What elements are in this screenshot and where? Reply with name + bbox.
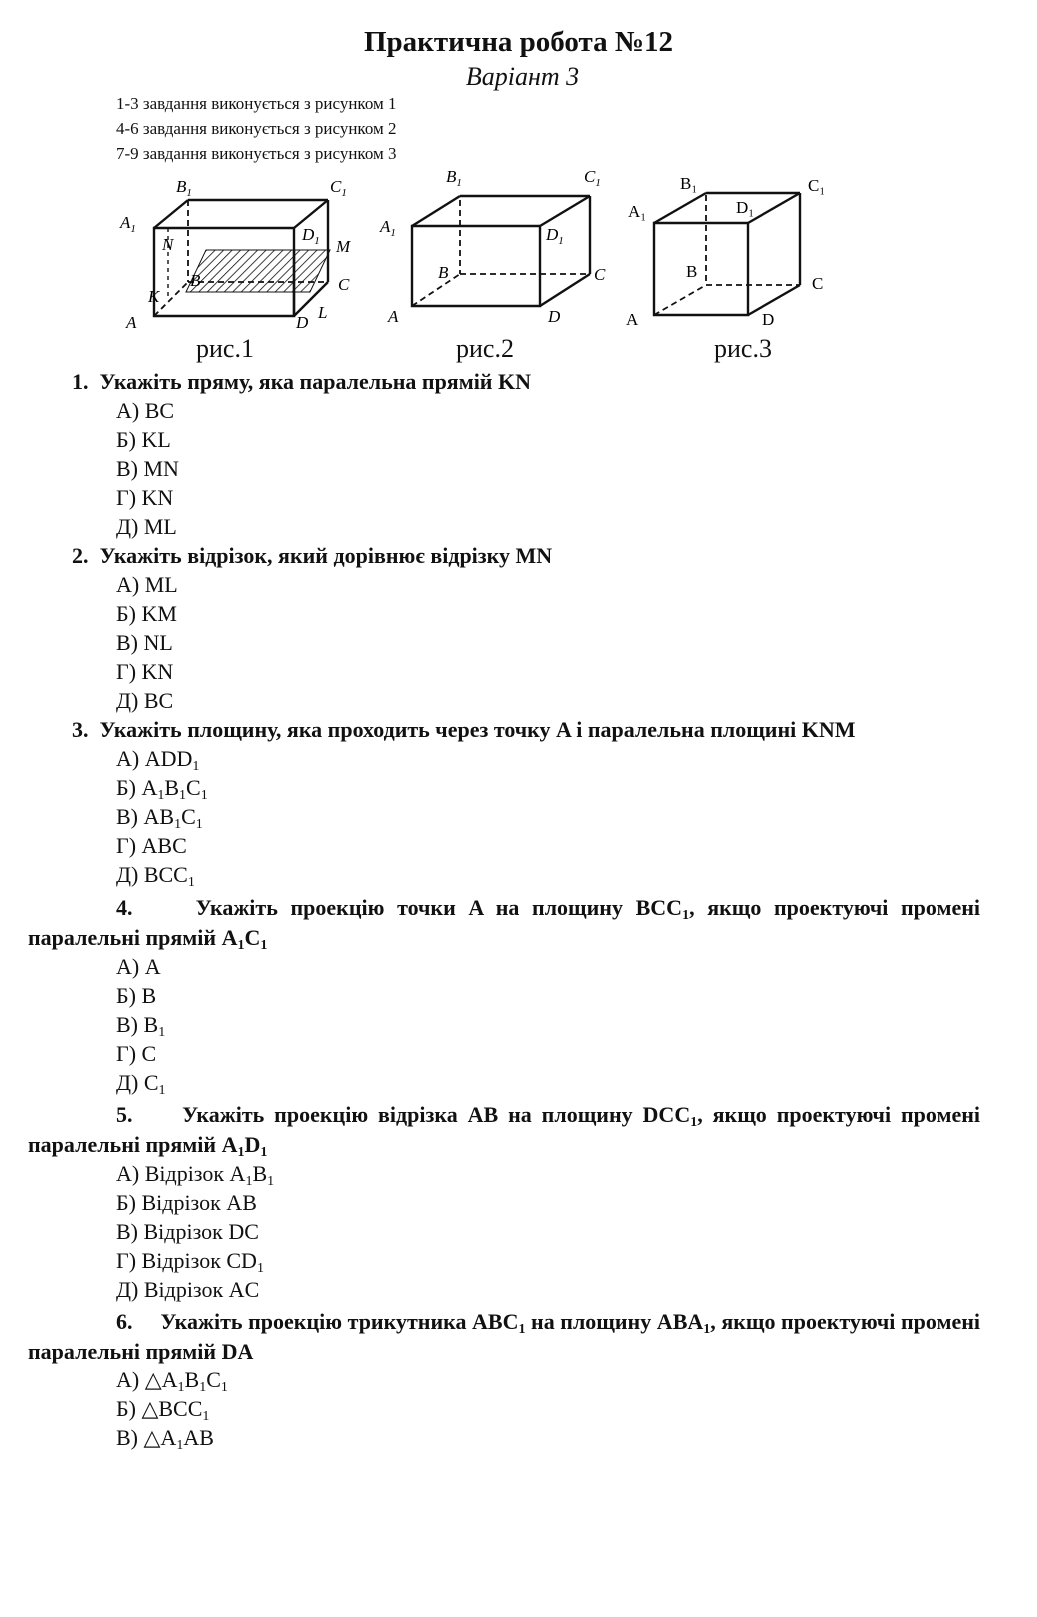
label-d: D <box>296 313 309 332</box>
q1-option: В) MN <box>116 456 179 481</box>
label-a: A <box>126 313 137 332</box>
label-c: C <box>338 275 350 294</box>
q3-option: В) $AB_1C_1$ <box>116 804 203 832</box>
q2-option: А) ML <box>116 572 178 597</box>
q2-option: Г) KN <box>116 659 174 684</box>
q1-option: Д) ML <box>116 514 177 539</box>
label-c: C <box>812 274 824 293</box>
variant-label: Варіант 3 <box>465 62 580 91</box>
label-d: D <box>762 310 775 329</box>
label-m: M <box>336 237 351 256</box>
q5-option: А) Відрізок $A_1B_1$ <box>116 1161 275 1189</box>
label-a: A <box>626 310 639 329</box>
question-3: 3. Укажіть площину, яка проходить через точку A і паралельна площині KNM <box>72 717 856 742</box>
q6-option: Б) $\triangle BCC_1$ <box>116 1396 210 1424</box>
label-b: B <box>438 263 449 282</box>
question-5: 5. Укажіть проекцію відрізка AB на площину $DCC_1$, якщо проектуючі промені паралельні прямій $A_1D_1$ <box>28 1102 981 1160</box>
label-d1: $D_1$ <box>302 225 320 247</box>
q5-option: Г) Відрізок $CD_1$ <box>116 1248 264 1276</box>
q1-option: Б) KL <box>116 427 171 452</box>
q4-option: В) $B_1$ <box>116 1012 166 1040</box>
q6-option: В) $\triangle A_1AB$ <box>116 1425 214 1453</box>
q3-option: Б) $A_1B_1C_1$ <box>116 775 208 803</box>
figure-1-caption: рис.1 <box>196 334 254 363</box>
label-c: C <box>594 265 606 284</box>
q5-option: В) Відрізок DC <box>116 1219 259 1244</box>
q3-option: А) $ADD_1$ <box>116 746 200 774</box>
q4-option: Б) B <box>116 983 157 1008</box>
label-a: A <box>388 307 399 326</box>
figure-3-box <box>626 165 860 340</box>
question-1: 1. Укажіть пряму, яка паралельна прямій KN <box>72 369 531 394</box>
q5-option: Б) Відрізок AB <box>116 1190 257 1215</box>
q2-option: Б) KM <box>116 601 177 626</box>
figure-1-box <box>108 170 368 345</box>
question-6: 6. Укажіть проекцію трикутника $ABC_1$ на площину $ABA_1$, якщо проектуючі промені паралельні прямій DA <box>28 1309 981 1364</box>
label-b1: B₁ <box>680 174 698 193</box>
q2-option: Д) BC <box>116 688 174 713</box>
label-a1: $A_1$ <box>380 217 396 239</box>
label-b: B <box>190 271 201 290</box>
section-plane <box>186 250 330 292</box>
q4-option: А) A <box>116 954 161 979</box>
label-c1: $C_1$ <box>330 177 347 199</box>
q5-option: Д) Відрізок AC <box>116 1277 260 1302</box>
label-a1: A₁ <box>628 202 647 221</box>
label-d1: D₁ <box>736 198 755 217</box>
instruction-line: 7-9 завдання виконується з рисунком 3 <box>116 144 397 163</box>
label-l: L <box>318 303 328 322</box>
figure-2-box <box>380 160 630 338</box>
instruction-line: 1-3 завдання виконується з рисунком 1 <box>116 94 397 113</box>
label-b1: $B_1$ <box>446 167 462 189</box>
figure-3-caption: рис.3 <box>714 334 772 363</box>
figure-2-caption: рис.2 <box>456 334 514 363</box>
q3-option: Д) $BCC_1$ <box>116 862 195 890</box>
q4-option: Г) C <box>116 1041 157 1066</box>
label-a1: $A_1$ <box>120 213 136 235</box>
question-4: 4. Укажіть проекцію точки A на площину $BCC_1$, якщо проектуючі промені паралельні прямій $A_1C_1$ <box>28 895 981 953</box>
q1-option: Г) KN <box>116 485 174 510</box>
q3-option: Г) ABC <box>116 833 187 858</box>
label-c1: C₁ <box>808 176 826 195</box>
label-c1: $C_1$ <box>584 167 601 189</box>
instruction-line: 4-6 завдання виконується з рисунком 2 <box>116 119 397 138</box>
label-b: B <box>686 262 698 281</box>
label-d: D <box>548 307 561 326</box>
label-k: K <box>148 287 160 306</box>
q1-option: А) BC <box>116 398 175 423</box>
q6-option: А) $\triangle A_1B_1C_1$ <box>116 1367 228 1395</box>
question-2: 2. Укажіть відрізок, який дорівнює відрізку MN <box>72 543 553 568</box>
label-n: N <box>162 235 174 254</box>
label-b1: $B_1$ <box>176 177 192 199</box>
q4-option: Д) $C_1$ <box>116 1070 166 1098</box>
label-d1: $D_1$ <box>546 225 564 247</box>
q2-option: В) NL <box>116 630 173 655</box>
page-title: Практична робота №12 <box>363 26 674 58</box>
